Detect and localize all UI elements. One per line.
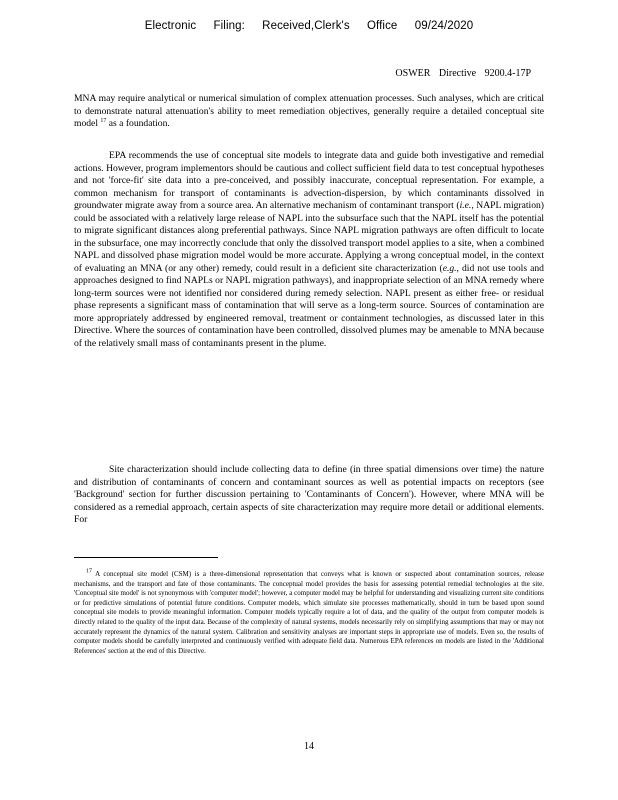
paragraph-text: EPA recommends the use of conceptual site models to integrate data and guide both investigative and remedial actions. However, program implementors should be cautious and collect sufficient field data to test conceptual hypotheses and not 'force-fit' site data into a pre-conceived, and possibly inaccurate, conceptual representation. For example, a common mechanism for transport of contaminants is advection-dispersion, by which contaminants dissolved in groundwater migrate away from a source area. An alternative mechanism of contaminant transport ( — [74, 150, 544, 211]
footnote-marker: 17 — [86, 568, 92, 575]
paragraph-text: as a foundation. — [106, 118, 170, 129]
page-number: 14 — [304, 741, 314, 752]
paragraph-mna-simulation — [74, 93, 544, 131]
paragraph-conceptual-models — [74, 150, 544, 350]
paragraph-text: , did not use tools and approaches designed to find NAPLs or NAPL migration pathways), and inappropriate selection of an MNA remedy where long-term sources were not identified nor considered during remedy selection. NAPL present as either free- or residual phase represents a significant mass of contamination that will serve as a long-term source. Sources of contamination are more appropriately addressed by engineered removal, treatment or containment technologies, as discussed later in this Directive. Where the sources of contamination have been controlled, dissolved plumes may be amenable to MNA because of the relatively small mass of contaminants present in the plume. — [74, 262, 544, 349]
italic-abbreviation: i.e. — [459, 200, 472, 211]
footnote-reference: 17 — [100, 117, 107, 124]
paragraph-text: MNA may require analytical or numerical simulation of complex attenuation processes. Such analyses, which are critical to demonstrate natural attenuation's ability to meet remediation objectives, generally require a detailed conceptual site model — [74, 93, 544, 129]
footnote-text: A conceptual site model (CSM) is a three-dimensional representation that conveys what is known or suspected about contamination sources, release mechanisms, and the transport and fate of those contaminants. The conceptual model provides the basis for assessing potential remedial technologies at the site. 'Conceptual site model' is not synonymous with 'computer model'; however, a computer model may be helpful for understanding and visualizing current site conditions or for predictive simulations of potential future conditions. Computer models, which simulate site processes mathematically, should in turn be based upon sound conceptual site models to provide meaningful information. Computer models typically require a lot of data, and the quality of the output from computer models is directly related to the quality of the input data. Because of the complexity of natural systems, models necessarily rely on simplifying assumptions that may or may not accurately represent the dynamics of the natural system. Calibration and sensitivity analyses are important steps in appropriate use of models. Even so, the results of computer models should be carefully interpreted and continuously verified with adequate field data. Numerous EPA references on models are listed in the 'Additional References' section at the end of this Directive. — [74, 570, 544, 655]
filing-stamp-header: Electronic Filing: Received,Clerk's Office 09/24/2020 — [144, 20, 474, 32]
footnote-divider — [74, 557, 218, 558]
paragraph-text: , NAPL migration) could be associated with a relatively large release of NAPL into the subsurface such that the NAPL itself has the potential to migrate significant distances along preferential pathways. Since NAPL migration pathways are often difficult to locate in the subsurface, one may incorrectly conclude that only the dissolved transport model applies to a site, when a combined NAPL and dissolved phase migration model would be more accurate. Applying a wrong conceptual model, in the context of evaluating an MNA (or any other) remedy, could result in a deficient site characterization ( — [74, 200, 545, 274]
paragraph-site-characterization: Site characterization should include collecting data to define (in three spatial dimensions over time) the nature and distribution of contaminants of concern and contaminant sources as well as potential impacts on receptors (see 'Background' section for further discussion pertaining to 'Contaminants of Concern'). However, where MNA will be considered as a remedial approach, certain aspects of site characterization may require more detail or additional elements. For — [74, 464, 544, 525]
italic-abbreviation: e.g. — [442, 262, 457, 274]
footnote — [74, 570, 544, 656]
directive-number: OSWER Directive 9200.4-17P — [395, 68, 531, 79]
